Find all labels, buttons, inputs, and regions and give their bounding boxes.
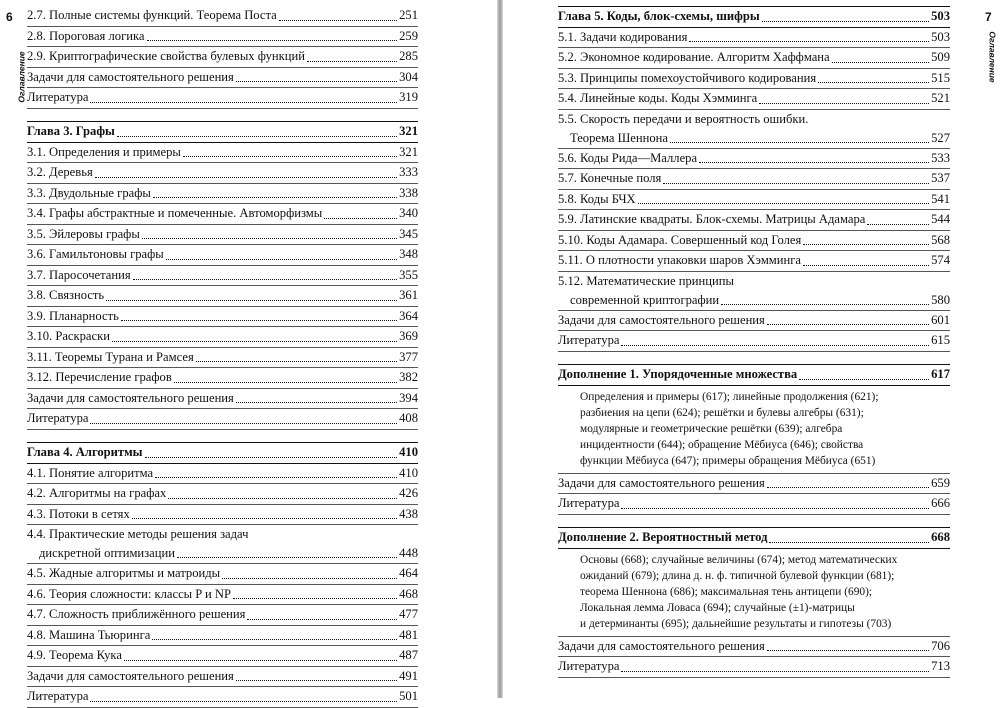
dot-leader (663, 183, 929, 184)
dot-leader (769, 542, 929, 543)
entry-page-number: 338 (399, 185, 418, 200)
entry-page-number: 533 (931, 150, 950, 165)
toc-entry[interactable] (558, 110, 950, 149)
entry-title: 5.8. Коды БЧХ (558, 191, 636, 206)
entry-page-number: 369 (399, 329, 418, 343)
dot-leader (124, 660, 397, 661)
toc-entry[interactable] (27, 6, 418, 27)
toc-entry[interactable] (558, 48, 950, 69)
section-gap (27, 430, 418, 443)
entry-title: 3.5. Эйлеровы графы (27, 226, 140, 241)
toc-chapter-heading[interactable] (558, 6, 950, 28)
entry-page-number: 259 (399, 28, 418, 43)
entry-title-line2-row (27, 544, 418, 563)
entry-title: 2.9. Криптографические свойства булевых функций (27, 49, 305, 63)
right-page-number: 7 (985, 10, 992, 24)
toc-entry[interactable] (27, 646, 418, 667)
left-page (0, 0, 497, 703)
dot-leader (183, 156, 397, 157)
entry-title: Литература (27, 411, 89, 425)
toc-chapter-heading[interactable] (27, 121, 418, 143)
dot-leader (117, 136, 397, 137)
entry-page-number: 601 (931, 312, 950, 327)
entry-page-number: 304 (399, 69, 418, 84)
toc-entry[interactable] (558, 251, 950, 272)
toc-entry[interactable] (27, 88, 418, 109)
entry-title: 3.10. Раскраски (27, 329, 110, 343)
entry-title: Литература (27, 90, 89, 104)
entry-page-number: 491 (399, 668, 418, 683)
dot-leader (721, 304, 929, 305)
section-gap (27, 109, 418, 122)
entry-title: Задачи для самостоятельного решения (558, 638, 765, 653)
entry-page-number: 503 (931, 9, 950, 23)
dot-leader (799, 379, 929, 380)
dot-leader (133, 279, 397, 280)
entry-page-number: 515 (931, 70, 950, 85)
entry-page-number: 617 (931, 367, 950, 381)
toc-entry[interactable] (27, 286, 418, 307)
toc-entry[interactable] (558, 331, 950, 352)
dot-leader (196, 361, 397, 362)
entry-title: 4.1. Понятие алгоритма (27, 465, 154, 480)
summary-line: функции Мёбиуса (647); примеры обращения Мёбиуса (651) (580, 455, 876, 468)
entry-title: 4.5. Жадные алгоритмы и матроиды (27, 566, 221, 580)
entry-title: 2.7. Полные системы функций. Теорема Поста (27, 8, 277, 22)
entry-title: 5.6. Коды Рида—Маллера (558, 150, 698, 165)
summary-line: теорема Шеннона (686); максимальная тень антицепи (690); (580, 585, 873, 598)
toc-entry[interactable] (27, 184, 418, 205)
dot-leader (803, 244, 929, 245)
entry-title: 3.2. Деревья (27, 165, 93, 179)
dot-leader (174, 382, 397, 383)
dot-leader (155, 477, 397, 478)
toc-entry[interactable] (27, 204, 418, 225)
toc-entry[interactable] (27, 368, 418, 389)
toc-entry[interactable] (27, 27, 418, 48)
left-page-number: 6 (6, 10, 13, 24)
left-running-head: Оглавление (16, 51, 27, 103)
entry-title: 4.2. Алгоритмы на графах (27, 486, 167, 500)
dot-leader (166, 259, 397, 260)
dot-leader (638, 203, 929, 204)
toc-entry[interactable] (558, 311, 950, 332)
dot-leader (621, 671, 929, 672)
entry-page-number: 408 (399, 411, 418, 425)
dot-leader (247, 619, 397, 620)
entry-page-number: 615 (931, 333, 950, 347)
dot-leader (222, 578, 397, 579)
toc-entry[interactable] (27, 68, 418, 89)
summary-line: Определения и примеры (617); линейные продолжения (621); (580, 390, 879, 403)
entry-page-number: 537 (931, 171, 950, 185)
entry-page-number: 464 (399, 566, 418, 580)
summary-line: и детерминанты (695); дальнейшие результаты и гипотезы (703) (580, 618, 892, 631)
dot-leader (90, 423, 397, 424)
entry-title-line2-row (558, 129, 950, 148)
entry-title: Глава 4. Алгоритмы (27, 445, 143, 459)
entry-page-number: 503 (931, 29, 950, 44)
entry-page-number: 251 (399, 8, 418, 22)
entry-page-number: 340 (399, 206, 418, 220)
toc-entry[interactable] (27, 47, 418, 68)
toc-entry[interactable] (27, 225, 418, 246)
dot-leader (236, 680, 397, 681)
entry-page-number: 382 (399, 370, 418, 384)
toc-entry[interactable] (27, 327, 418, 348)
toc-chapter-heading[interactable] (558, 364, 950, 386)
toc-entry[interactable] (27, 409, 418, 430)
entry-title: 4.3. Потоки в сетях (27, 506, 130, 521)
entry-title: 3.7. Паросочетания (27, 267, 131, 282)
dot-leader (233, 598, 397, 599)
toc-entry[interactable] (27, 245, 418, 266)
entry-page-number: 361 (399, 288, 418, 302)
entry-title: 5.3. Принципы помехоустойчивого кодирования (558, 70, 817, 85)
entry-title: Задачи для самостоятельного решения (27, 69, 234, 84)
toc-entry[interactable] (27, 687, 418, 708)
entry-page-number: 345 (399, 226, 418, 241)
entry-page-number: 333 (399, 165, 418, 179)
entry-title: 5.4. Линейные коды. Коды Хэмминга (558, 91, 758, 105)
summary-line: Локальная лемма Ловаса (694); случайные (±1)-матрицы (580, 602, 855, 615)
entry-page-number: 481 (399, 627, 418, 642)
entry-title: Задачи для самостоятельного решения (558, 312, 765, 327)
entry-title-line1: 4.4. Практические методы решения задач (27, 527, 249, 541)
dot-leader (867, 224, 929, 225)
dot-leader (145, 457, 398, 458)
entry-title: 3.4. Графы абстрактные и помеченные. Автоморфизмы (27, 206, 323, 220)
toc-entry[interactable] (558, 657, 950, 678)
toc-entry[interactable] (27, 667, 418, 688)
entry-title: 5.2. Экономное кодирование. Алгоритм Хаффмана (558, 50, 830, 64)
entry-title: 4.9. Теорема Кука (27, 648, 122, 662)
entry-page-number: 410 (399, 445, 418, 459)
entry-title: Задачи для самостоятельного решения (558, 475, 765, 490)
entry-title: 4.6. Теория сложности: классы P и NP (27, 586, 231, 601)
entry-page-number: 285 (399, 49, 418, 63)
dot-leader (236, 81, 397, 82)
entry-title: 5.9. Латинские квадраты. Блок-схемы. Матрицы Адамара (558, 212, 866, 226)
entry-title-line1: 5.5. Скорость передачи и вероятность ошибки. (558, 111, 809, 126)
dot-leader (762, 21, 929, 22)
dot-leader (767, 324, 929, 325)
dot-leader (147, 40, 398, 41)
toc-entry[interactable] (558, 89, 950, 110)
entry-title: 3.8. Связность (27, 288, 105, 302)
toc-chapter-heading[interactable] (558, 527, 950, 549)
toc-entry[interactable] (27, 585, 418, 606)
right-running-head: Оглавление (987, 31, 998, 83)
entry-title: 3.12. Перечисление графов (27, 370, 172, 384)
entry-page-number: 580 (931, 292, 950, 307)
entry-title: Литература (27, 689, 89, 703)
summary-line: модулярные и геометрические решётки (639); алгебра (580, 422, 843, 435)
dot-leader (95, 177, 397, 178)
right-page (503, 0, 1000, 698)
dot-leader (832, 62, 929, 63)
entry-page-number: 568 (931, 232, 950, 247)
summary-line: инцидентности (644); обращение Мёбиуса (646); свойства (580, 439, 864, 452)
dot-leader (152, 639, 397, 640)
dot-leader (142, 238, 397, 239)
dot-leader (324, 218, 397, 219)
dot-leader (132, 518, 397, 519)
entry-title: 5.10. Коды Адамара. Совершенный код Голея (558, 232, 802, 247)
toc-entry[interactable] (558, 28, 950, 49)
dot-leader (818, 82, 929, 83)
entry-title: дискретной оптимизации (39, 546, 175, 560)
summary-line: разбиения на цепи (624); решётки и булевы алгебры (631); (580, 406, 864, 419)
toc-entry[interactable] (27, 605, 418, 626)
dot-leader (621, 508, 929, 509)
toc-entry[interactable] (27, 464, 418, 485)
entry-title: современной криптографии (570, 292, 720, 307)
toc-entry[interactable] (27, 307, 418, 328)
dot-leader (621, 345, 929, 346)
entry-title: Литература (558, 333, 620, 347)
entry-title: 5.11. О плотности упаковки шаров Хэмминга (558, 253, 801, 267)
toc-entry[interactable] (27, 626, 418, 647)
entry-title: 4.7. Сложность приближённого решения (27, 607, 246, 621)
entry-page-number: 321 (399, 124, 418, 138)
entry-page-number: 477 (399, 607, 418, 621)
entry-page-number: 668 (931, 530, 950, 545)
entry-title: Задачи для самостоятельного решения (27, 668, 234, 683)
dot-leader (279, 20, 397, 21)
entry-page-number: 574 (931, 253, 950, 267)
dot-leader (121, 320, 397, 321)
dot-leader (759, 103, 929, 104)
dot-leader (699, 162, 929, 163)
entry-page-number: 319 (399, 90, 418, 104)
entry-title: 4.8. Машина Тьюринга (27, 627, 151, 642)
entry-page-number: 527 (931, 130, 950, 145)
entry-title: 3.3. Двудольные графы (27, 185, 151, 200)
entry-page-number: 377 (399, 349, 418, 364)
toc-entry[interactable] (558, 494, 950, 515)
entry-title: Литература (558, 496, 620, 511)
toc-entry[interactable] (558, 637, 950, 658)
toc-entry[interactable] (27, 564, 418, 585)
entry-page-number: 468 (399, 586, 418, 601)
dot-leader (90, 102, 397, 103)
entry-page-number: 659 (931, 475, 950, 490)
entry-page-number: 410 (399, 465, 418, 480)
summary-line: Основы (668); случайные величины (674); метод математических (580, 553, 898, 566)
entry-page-number: 364 (399, 308, 418, 323)
dot-leader (177, 557, 397, 558)
toc-entry[interactable] (558, 474, 950, 495)
dot-leader (670, 142, 929, 143)
toc-entry[interactable] (558, 231, 950, 252)
entry-page-number: 521 (931, 91, 950, 105)
section-gap (558, 515, 950, 528)
toc-entry[interactable] (558, 169, 950, 190)
toc-entry[interactable] (27, 484, 418, 505)
right-toc (558, 6, 950, 678)
toc-entry[interactable] (27, 163, 418, 184)
entry-title: 3.9. Планарность (27, 308, 119, 323)
dot-leader (106, 300, 397, 301)
entry-page-number: 713 (931, 659, 950, 674)
entry-page-number: 321 (399, 144, 418, 159)
toc-chapter-heading[interactable] (27, 442, 418, 464)
dot-leader (689, 41, 929, 42)
entry-page-number: 501 (399, 689, 418, 703)
dot-leader (90, 701, 397, 702)
entry-title: Задачи для самостоятельного решения (27, 390, 234, 405)
entry-page-number: 438 (399, 506, 418, 521)
entry-page-number: 448 (399, 546, 418, 560)
dot-leader (153, 197, 397, 198)
toc-entry[interactable] (558, 210, 950, 231)
toc-summary (558, 549, 950, 637)
entry-page-number: 348 (399, 247, 418, 261)
toc-entry[interactable] (558, 149, 950, 170)
entry-title: 5.1. Задачи кодирования (558, 29, 688, 44)
dot-leader (767, 487, 929, 488)
toc-entry[interactable] (27, 348, 418, 369)
entry-title: Теорема Шеннона (570, 130, 669, 145)
toc-entry[interactable] (558, 190, 950, 211)
entry-title: 3.1. Определения и примеры (27, 144, 181, 159)
entry-title: 5.7. Конечные поля (558, 171, 662, 185)
toc-summary (558, 386, 950, 474)
entry-page-number: 355 (399, 267, 418, 282)
entry-page-number: 426 (399, 486, 418, 500)
toc-entry[interactable] (558, 272, 950, 311)
entry-title: 2.8. Пороговая логика (27, 28, 145, 43)
entry-title-line1: 5.12. Математические принципы (558, 273, 734, 288)
entry-page-number: 487 (399, 648, 418, 662)
summary-line: ожиданий (679); длина д. н. ф. типичной булевой функции (681); (580, 569, 895, 582)
entry-page-number: 666 (931, 496, 950, 511)
dot-leader (307, 61, 397, 62)
dot-leader (112, 341, 397, 342)
left-toc (27, 6, 418, 708)
toc-entry[interactable] (27, 389, 418, 410)
toc-entry[interactable] (27, 266, 418, 287)
toc-entry[interactable] (27, 505, 418, 526)
toc-entry[interactable] (27, 143, 418, 164)
dot-leader (803, 265, 929, 266)
entry-title: Литература (558, 659, 620, 674)
entry-title: Глава 3. Графы (27, 124, 115, 138)
dot-leader (236, 402, 397, 403)
section-gap (558, 352, 950, 365)
entry-page-number: 509 (931, 50, 950, 64)
entry-page-number: 541 (931, 191, 950, 206)
entry-title: Глава 5. Коды, блок-схемы, шифры (558, 9, 760, 23)
entry-title: Дополнение 2. Вероятностный метод (558, 530, 768, 545)
entry-page-number: 544 (931, 212, 950, 226)
dot-leader (168, 498, 397, 499)
entry-page-number: 706 (931, 638, 950, 653)
entry-page-number: 394 (399, 390, 418, 405)
entry-title: 3.11. Теоремы Турана и Рамсея (27, 349, 194, 364)
entry-title: Дополнение 1. Упорядоченные множества (558, 367, 798, 381)
entry-title-line2-row (558, 291, 950, 310)
toc-entry[interactable] (558, 69, 950, 90)
toc-entry[interactable] (27, 525, 418, 564)
entry-title: 3.6. Гамильтоновы графы (27, 247, 164, 261)
dot-leader (767, 650, 929, 651)
